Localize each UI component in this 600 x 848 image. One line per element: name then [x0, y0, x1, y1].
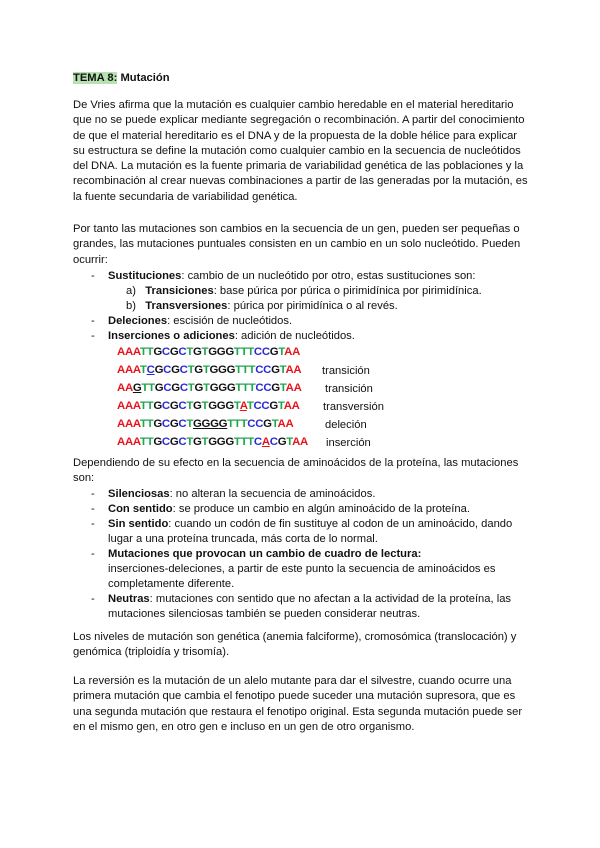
list-item — [108, 502, 470, 517]
nucleotide-A: A — [117, 346, 125, 358]
nucleotide-G: G — [226, 382, 236, 394]
nucleotide-T: T — [139, 364, 147, 376]
nucleotide-C: C — [253, 400, 262, 412]
mutation-type-label: transversión — [323, 401, 384, 413]
nucleotide-A: A — [277, 418, 286, 430]
nucleotide-T: T — [141, 382, 149, 394]
nucleotide-G: G — [171, 382, 180, 394]
bullet-dash: - — [91, 270, 95, 282]
nucleotide-A: A — [124, 436, 133, 448]
nucleotide-A: A — [285, 364, 294, 376]
nucleotide-G: G — [208, 436, 217, 448]
nucleotide-T: T — [186, 346, 193, 358]
paragraph-levels — [73, 630, 553, 661]
nucleotide-G: G — [216, 436, 226, 448]
nucleotide-C: C — [163, 382, 172, 394]
nucleotide-G: G — [271, 364, 280, 376]
nucleotide-A: A — [284, 346, 293, 358]
nucleotide-A: A — [117, 382, 125, 394]
nucleotide-G: G — [218, 382, 227, 394]
nucleotide-G: G — [192, 418, 202, 430]
nucleotide-T: T — [240, 436, 248, 448]
nucleotide-A: A — [293, 364, 302, 376]
nucleotide-G: G — [153, 436, 162, 448]
nucleotide-A: A — [293, 382, 302, 394]
nucleotide-A: A — [285, 382, 294, 394]
paragraph-types — [73, 222, 553, 268]
nucleotide-C: C — [178, 418, 187, 430]
nucleotide-T: T — [201, 436, 209, 448]
nucleotide-T: T — [242, 382, 249, 394]
nucleotide-C: C — [163, 364, 172, 376]
term: Deleciones — [108, 315, 168, 327]
nucleotide-C: C — [161, 418, 170, 430]
text-line: primera mutación que cambia el fenotipo puede suceder una mutación supresora, que es — [73, 690, 516, 703]
bullet-dash: - — [91, 488, 95, 500]
nucleotide-A: A — [117, 400, 125, 412]
text-line: ocurrir: — [73, 253, 108, 266]
nucleotide-A: A — [117, 436, 125, 448]
list-item — [108, 487, 375, 502]
bullet-dash: - — [91, 503, 95, 515]
nucleotide-T: T — [146, 346, 154, 358]
nucleotide-A: A — [132, 346, 140, 358]
nucleotide-T: T — [201, 400, 209, 412]
title-text: Mutación — [117, 72, 170, 84]
nucleotide-A: A — [117, 364, 125, 376]
nucleotide-A: A — [124, 382, 133, 394]
nucleotide-G: G — [225, 400, 234, 412]
nucleotide-G: G — [263, 418, 272, 430]
nucleotide-T: T — [235, 364, 242, 376]
mutation-type-label: transición — [322, 365, 370, 377]
nucleotide-T: T — [139, 400, 147, 412]
term: Neutras — [108, 593, 150, 605]
nucleotide-T: T — [247, 436, 254, 448]
bullet-dash: - — [91, 518, 95, 530]
nucleotide-A: A — [291, 400, 300, 412]
nucleotide-T: T — [246, 400, 254, 412]
nucleotide-T: T — [271, 418, 278, 430]
list-item — [108, 592, 511, 622]
nucleotide-T: T — [139, 436, 147, 448]
nucleotide-T: T — [139, 346, 147, 358]
nucleotide-T: T — [148, 382, 155, 394]
nucleotide-T: T — [277, 400, 284, 412]
nucleotide-G: G — [225, 346, 234, 358]
nucleotide-T: T — [186, 436, 193, 448]
text-line: De Vries afirma que la mutación es cualquier cambio heredable en el material hereditario — [73, 99, 514, 111]
term: Transversiones — [145, 300, 228, 312]
nucleotide-A: A — [124, 364, 133, 376]
nucleotide-G: G — [269, 346, 279, 358]
list-item — [108, 517, 512, 547]
nucleotide-T: T — [146, 436, 154, 448]
nucleotide-T: T — [201, 346, 209, 358]
nucleotide-C: C — [255, 418, 264, 430]
text-line: grandes, las mutaciones puntuales consisten en un cambio en un solo nucleótido. Pueden — [73, 238, 521, 251]
paragraph-effects — [73, 456, 553, 487]
nucleotide-G: G — [169, 346, 179, 358]
nucleotide-G: G — [209, 382, 219, 394]
nucleotide-A: A — [300, 436, 308, 448]
text-line: genómica (triploidía y trisomía). — [73, 646, 230, 659]
desc: : escisión de nucleótidos. — [167, 315, 293, 327]
nucleotide-T: T — [146, 400, 154, 412]
title-highlight: TEMA 8: — [73, 72, 118, 84]
nucleotide-G: G — [153, 346, 162, 358]
dna-sequence — [117, 381, 302, 396]
nucleotide-C: C — [261, 400, 270, 412]
nucleotide-G: G — [269, 400, 278, 412]
nucleotide-C: C — [263, 364, 272, 376]
nucleotide-T: T — [241, 364, 249, 376]
nucleotide-T: T — [233, 346, 241, 358]
term: Con sentido — [108, 503, 173, 515]
dna-sequence — [117, 363, 301, 378]
nucleotide-T: T — [240, 418, 248, 430]
nucleotide-G: G — [153, 418, 162, 430]
text-line: que no se puede explicar mediante segregación o recombinación. A partir del conocimiento — [73, 114, 525, 127]
nucleotide-T: T — [233, 418, 241, 430]
desc-line: : mutaciones con sentido que no afectan a la actividad de la proteína, las — [149, 593, 512, 605]
nucleotide-C: C — [161, 346, 170, 358]
nucleotide-C: C — [261, 346, 270, 358]
nucleotide-G: G — [277, 436, 287, 448]
nucleotide-A: A — [132, 400, 140, 412]
nucleotide-C: C — [253, 346, 262, 358]
term: Mutaciones que provocan un cambio de cuadro de lectura: — [108, 548, 422, 560]
nucleotide-A: A — [239, 400, 247, 412]
nucleotide-G: G — [153, 400, 162, 412]
nucleotide-T: T — [279, 364, 286, 376]
desc: : base púrica por púrica o pirimidínica por pirimidínica. — [213, 285, 482, 297]
text-line: Por tanto las mutaciones son cambios en la secuencia de un gen, pueden ser pequeñas o — [73, 223, 520, 235]
nucleotide-A: A — [292, 436, 301, 448]
nucleotide-A: A — [292, 346, 301, 358]
nucleotide-T: T — [202, 364, 210, 376]
nucleotide-G: G — [226, 364, 236, 376]
dna-sequence — [117, 417, 293, 432]
bullet-dash: - — [91, 315, 95, 327]
nucleotide-T: T — [235, 382, 243, 394]
nucleotide-G: G — [216, 400, 226, 412]
page-title — [73, 71, 553, 86]
nucleotide-G: G — [192, 436, 202, 448]
text-line: de que el material hereditario es el DNA y de la propuesta de la doble hélice para explicar — [73, 129, 518, 142]
nucleotide-G: G — [169, 418, 179, 430]
nucleotide-T: T — [139, 418, 147, 430]
desc-line: : se produce un cambio en algún aminoácido de la proteína. — [172, 503, 470, 515]
term: Sustituciones — [108, 270, 182, 282]
nucleotide-G: G — [192, 346, 202, 358]
list-item-deleciones — [108, 314, 292, 329]
list-item-inserciones — [108, 329, 355, 344]
list-item-sustituciones — [108, 269, 476, 284]
nucleotide-T: T — [203, 382, 210, 394]
text-line: en el mismo gen, en otro gen e incluso en un gen de otro organismo. — [73, 720, 415, 733]
bullet-dash: - — [91, 593, 95, 605]
text-line: su estructura se define la mutación como cualquier cambio en la secuencia de nucleótidos — [73, 144, 521, 157]
desc-line: : cuando un codón de fin sustituye al codon de un aminoácido, dando — [168, 518, 513, 530]
text-line: Dependiendo de su efecto en la secuencia de aminoácidos de la proteína, las mutaciones — [73, 457, 519, 469]
nucleotide-T: T — [248, 364, 256, 376]
text-line: son: — [73, 472, 95, 485]
nucleotide-T: T — [233, 436, 241, 448]
text-line: La reversión es la mutación de un alelo mutante para dar el silvestre, cuando ocurre una — [73, 675, 512, 687]
nucleotide-C: C — [178, 346, 187, 358]
nucleotide-A: A — [124, 346, 133, 358]
list-item-transiciones — [126, 284, 482, 299]
nucleotide-G: G — [216, 346, 226, 358]
text-line: Los niveles de mutación son genética (anemia falciforme), cromosómica (translocación) y — [73, 631, 517, 643]
desc-line: inserciones-deleciones, a partir de este punto la secuencia de aminoácidos es — [108, 563, 496, 575]
nucleotide-G: G — [218, 364, 227, 376]
paragraph-definition — [73, 98, 553, 205]
nucleotide-T: T — [186, 418, 193, 430]
nucleotide-C: C — [253, 436, 262, 448]
nucleotide-G: G — [169, 400, 179, 412]
mutation-type-label: inserción — [326, 437, 371, 449]
nucleotide-G: G — [201, 418, 211, 430]
mutation-type-label: deleción — [325, 419, 367, 431]
bullet-dash: - — [91, 330, 95, 342]
nucleotide-A: A — [124, 418, 133, 430]
nucleotide-G: G — [154, 364, 164, 376]
nucleotide-C: C — [255, 382, 264, 394]
nucleotide-G: G — [171, 364, 180, 376]
nucleotide-G: G — [225, 436, 234, 448]
nucleotide-T: T — [278, 346, 285, 358]
marker: a) — [126, 285, 136, 297]
nucleotide-A: A — [283, 400, 292, 412]
desc: : púrica por pirimidínica o al revés. — [227, 300, 398, 312]
paragraph-reversion — [73, 674, 553, 735]
nucleotide-G: G — [208, 400, 217, 412]
desc-line: lugar a una proteína truncada, más corta de lo normal. — [108, 533, 378, 545]
nucleotide-G: G — [209, 364, 219, 376]
nucleotide-G: G — [194, 382, 204, 394]
dna-sequence — [117, 435, 308, 450]
nucleotide-C: C — [179, 382, 188, 394]
nucleotide-G: G — [271, 382, 280, 394]
desc-line: : no alteran la secuencia de aminoácidos. — [169, 488, 376, 500]
nucleotide-C: C — [269, 436, 278, 448]
nucleotide-T: T — [248, 382, 256, 394]
nucleotide-T: T — [187, 382, 195, 394]
nucleotide-T: T — [227, 418, 234, 430]
nucleotide-C: C — [179, 364, 188, 376]
nucleotide-G: G — [192, 400, 202, 412]
nucleotide-T: T — [186, 400, 193, 412]
nucleotide-A: A — [124, 400, 133, 412]
nucleotide-G: G — [194, 364, 203, 376]
nucleotide-G: G — [218, 418, 228, 430]
term: Transiciones — [145, 285, 214, 297]
list-item-transversiones — [126, 299, 398, 314]
text-line: del DNA. La mutación es la fuente primaria de variabilidad genética de las poblaciones y la — [73, 160, 524, 173]
nucleotide-A: A — [132, 436, 140, 448]
nucleotide-C: C — [247, 418, 256, 430]
nucleotide-G: G — [169, 436, 179, 448]
nucleotide-G: G — [154, 382, 164, 394]
nucleotide-G: G — [208, 346, 217, 358]
mutation-type-label: transición — [325, 383, 373, 395]
term: Sin sentido — [108, 518, 169, 530]
text-line: recombinación al crear nuevas combinaciones a partir de las generadas por la mutación, es — [73, 175, 528, 188]
nucleotide-C: C — [178, 436, 187, 448]
nucleotide-C: C — [146, 364, 155, 376]
text-line: la fuente secundaria de variabilidad genética. — [73, 190, 298, 203]
nucleotide-T: T — [286, 436, 293, 448]
desc-line: mutaciones silenciosas también se pueden considerar neutras. — [108, 608, 421, 620]
nucleotide-T: T — [187, 364, 195, 376]
nucleotide-G: G — [132, 382, 142, 394]
nucleotide-A: A — [132, 418, 140, 430]
list-item — [108, 547, 495, 592]
nucleotide-A: A — [261, 436, 270, 448]
nucleotide-A: A — [285, 418, 294, 430]
nucleotide-T: T — [233, 400, 240, 412]
text-line: una segunda mutación que restaura el fenotipo original. Esta segunda mutación puede ser — [73, 705, 523, 718]
desc: : cambio de un nucleótido por otro, estas sustituciones son: — [181, 270, 476, 282]
desc: : adición de nucleótidos. — [234, 330, 355, 342]
nucleotide-T: T — [279, 382, 286, 394]
nucleotide-C: C — [255, 364, 264, 376]
nucleotide-T: T — [146, 418, 154, 430]
term: Inserciones o adiciones — [108, 330, 235, 342]
term: Silenciosas — [108, 488, 170, 500]
nucleotide-A: A — [117, 418, 125, 430]
nucleotide-C: C — [161, 400, 170, 412]
dna-sequence — [117, 345, 300, 360]
bullet-dash: - — [91, 548, 95, 560]
marker: b) — [126, 300, 136, 312]
dna-sequence — [117, 399, 300, 414]
nucleotide-T: T — [240, 346, 248, 358]
nucleotide-C: C — [178, 400, 187, 412]
nucleotide-T: T — [247, 346, 254, 358]
desc-line: completamente diferente. — [108, 578, 235, 590]
nucleotide-A: A — [132, 364, 140, 376]
nucleotide-C: C — [263, 382, 272, 394]
nucleotide-C: C — [161, 436, 170, 448]
nucleotide-G: G — [210, 418, 219, 430]
